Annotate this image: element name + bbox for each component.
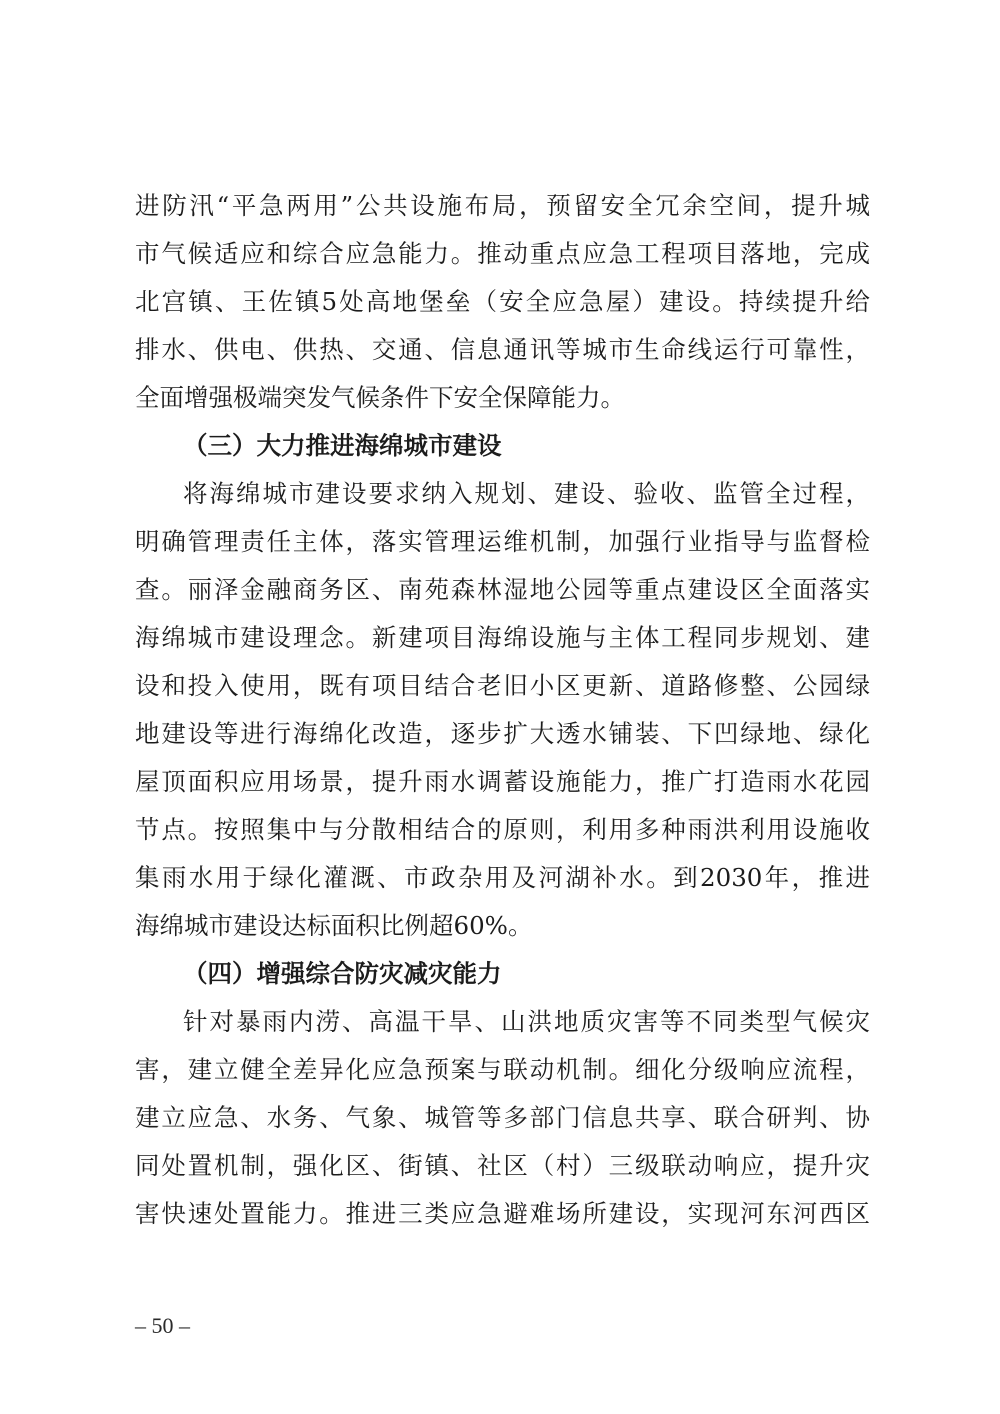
paragraph-line: 排水、供电、供热、交通、信息通讯等城市生命线运行可靠性， <box>135 335 870 364</box>
paragraph-line: 明确管理责任主体，落实管理运维机制，加强行业指导与监督检 <box>135 527 870 556</box>
paragraph-line: 集雨水用于绿化灌溉、市政杂用及河湖补水。到2030年，推进 <box>135 863 870 892</box>
paragraph-line: 建立应急、水务、气象、城管等多部门信息共享、联合研判、协 <box>135 1103 870 1132</box>
paragraph-line: 害快速处置能力。推进三类应急避难场所建设，实现河东河西区 <box>135 1199 870 1228</box>
paragraph-line: 同处置机制，强化区、街镇、社区（村）三级联动响应，提升灾 <box>135 1151 870 1180</box>
paragraph-line: 害，建立健全差异化应急预案与联动机制。细化分级响应流程， <box>135 1055 870 1084</box>
paragraph-line: 设和投入使用，既有项目结合老旧小区更新、道路修整、公园绿 <box>135 671 870 700</box>
paragraph-line: 地建设等进行海绵化改造，逐步扩大透水铺装、下凹绿地、绿化 <box>135 719 870 748</box>
paragraph-line: 针对暴雨内涝、高温干旱、山洪地质灾害等不同类型气候灾 <box>183 1007 870 1036</box>
section-heading: （三）大力推进海绵城市建设 <box>183 431 502 460</box>
paragraph-line: 海绵城市建设达标面积比例超60%。 <box>135 911 533 940</box>
paragraph-line: 市气候适应和综合应急能力。推动重点应急工程项目落地，完成 <box>135 239 870 268</box>
page-number: – 50 – <box>135 1313 190 1338</box>
paragraph-line: 北宫镇、王佐镇5处高地堡垒（安全应急屋）建设。持续提升给 <box>135 287 870 316</box>
section-heading: （四）增强综合防灾减灾能力 <box>183 959 502 988</box>
paragraph-line: 查。丽泽金融商务区、南苑森林湿地公园等重点建设区全面落实 <box>135 575 870 604</box>
paragraph-line: 屋顶面积应用场景，提升雨水调蓄设施能力，推广打造雨水花园 <box>135 767 870 796</box>
paragraph-line: 节点。按照集中与分散相结合的原则，利用多种雨洪利用设施收 <box>135 815 870 844</box>
paragraph-line: 进防汛“平急两用”公共设施布局，预留安全冗余空间，提升城 <box>135 191 870 220</box>
paragraph-line: 海绵城市建设理念。新建项目海绵设施与主体工程同步规划、建 <box>135 623 870 652</box>
paragraph-line: 全面增强极端突发气候条件下安全保障能力。 <box>135 383 625 412</box>
paragraph-line: 将海绵城市建设要求纳入规划、建设、验收、监管全过程， <box>183 479 870 508</box>
